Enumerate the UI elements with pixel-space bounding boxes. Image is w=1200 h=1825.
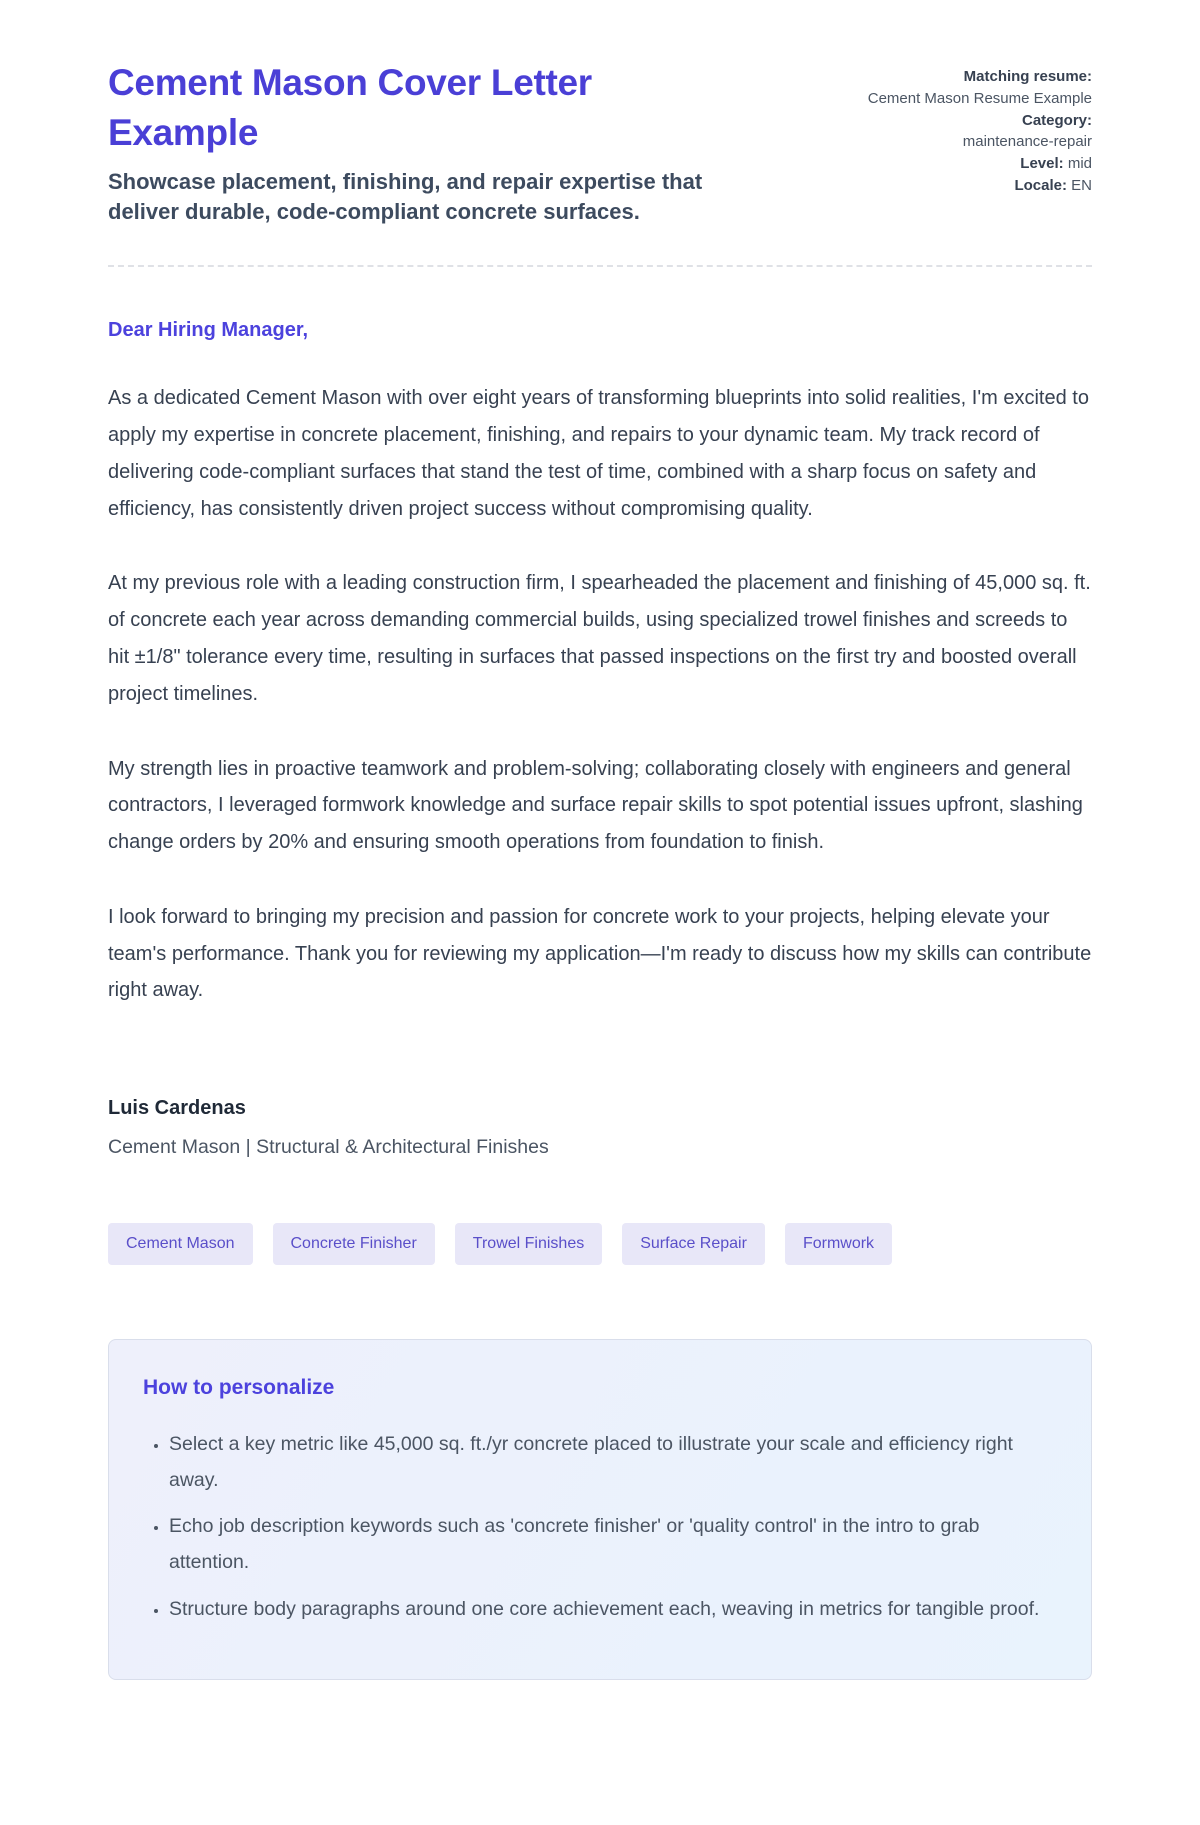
tag-pill-concrete-finisher[interactable]: Concrete Finisher — [273, 1223, 435, 1265]
locale-value: EN — [1071, 176, 1092, 194]
tip-item-1: • Select a key metric like 45,000 sq. ft./yr concrete placed to illustrate your scale and efficiency right away. — [169, 1426, 1057, 1498]
personalize-heading: How to personalize — [143, 1376, 335, 1400]
personalize-tip-list — [143, 1426, 1057, 1626]
letter-paragraph-2: At my previous role with a leading construction firm, I spearheaded the placement and finishing of 45,000 sq. ft. of concrete each year across demanding commercial builds, using specialized trowel finishes and screeds to hit ±1/8" tolerance every time, resulting in surfaces that passed inspections on the first try and boosted overall project timelines. — [108, 572, 1091, 705]
page-subtitle: Showcase placement, finishing, and repair expertise that deliver durable, code-compliant concrete surfaces. — [108, 168, 703, 224]
tag-pill-surface-repair[interactable]: Surface Repair — [622, 1223, 765, 1265]
letter-paragraph-1: As a dedicated Cement Mason with over eight years of transforming blueprints into solid realities, I'm excited to apply my expertise in concrete placement, finishing, and repairs to your dynamic team. My track record of delivering code-compliant surfaces that stand the test of time, combined with a sharp focus on safety and efficiency, has consistently driven project success without compromising quality. — [108, 387, 1089, 520]
tag-pill-cement-mason[interactable]: Cement Mason — [108, 1223, 253, 1265]
letter-paragraph-3: My strength lies in proactive teamwork and problem-solving; collaborating closely with engineers and general contractors, I leveraged formwork knowledge and surface repair skills to spot potential issues upfront, slashing change orders by 20% and ensuring smooth operations from foundation to finish. — [108, 757, 1083, 854]
header-title-block — [108, 58, 768, 227]
salutation: Dear Hiring Manager, — [108, 319, 309, 342]
level-line — [840, 153, 1092, 175]
signature-role: Cement Mason | Structural & Architectural Finishes — [108, 1136, 549, 1159]
tip-item-2: • Echo job description keywords such as 'concrete finisher' or 'quality control' in the intro to grab attention. — [169, 1508, 1057, 1580]
locale-line — [840, 175, 1092, 197]
matching-resume-value: Cement Mason Resume Example — [867, 89, 1092, 107]
meta-panel — [840, 58, 1092, 197]
page-header — [108, 58, 1092, 227]
page-title: Cement Mason Cover Letter Example — [108, 62, 592, 153]
tag-pill-formwork[interactable]: Formwork — [785, 1223, 892, 1265]
personalize-box — [108, 1339, 1092, 1679]
category-label: Category: — [1021, 111, 1092, 129]
category-value: maintenance-repair — [962, 133, 1092, 151]
level-label: Level: — [1020, 155, 1064, 172]
signature-name: Luis Cardenas — [108, 1097, 246, 1120]
matching-resume-label: Matching resume: — [963, 68, 1092, 85]
tip-item-3: • Structure body paragraphs around one core achievement each, weaving in metrics for tangible proof. — [169, 1591, 1057, 1627]
level-value: mid — [1067, 155, 1092, 172]
locale-label: Locale: — [1014, 176, 1067, 194]
letter-paragraph-4: I look forward to bringing my precision and passion for concrete work to your projects, helping elevate your team's performance. Thank you for reviewing my application—I'm ready to discuss how my skills can contribute right away. — [108, 905, 1092, 1002]
section-divider — [108, 265, 1092, 267]
letter-body — [108, 319, 1092, 1159]
tag-pill-trowel-finishes[interactable]: Trowel Finishes — [455, 1223, 602, 1265]
tag-list — [108, 1223, 1092, 1265]
